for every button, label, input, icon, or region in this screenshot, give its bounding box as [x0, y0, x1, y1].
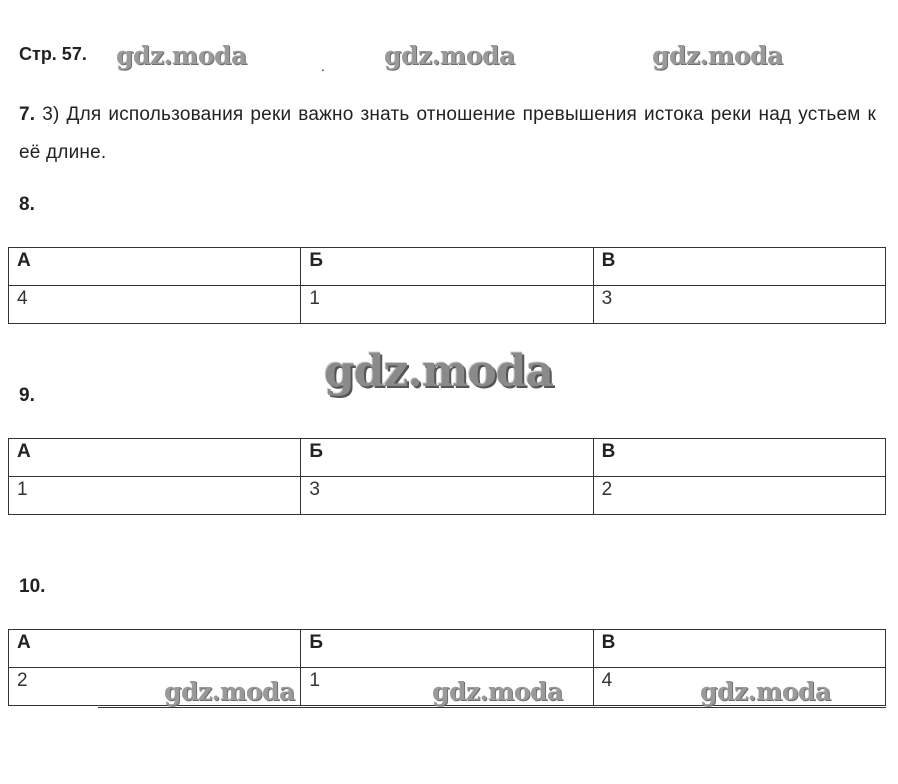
page-label: Стр. 57.	[19, 44, 87, 64]
header-cell-b: Б	[301, 439, 593, 477]
watermark: gdz.moda	[432, 677, 563, 706]
table-value-row	[9, 286, 886, 324]
task-7-text: 3) Для использования реки важно знать отношение превышения истока реки над устьем к её длине.	[19, 104, 876, 163]
header-cell-v: В	[593, 248, 885, 286]
header-cell-a: А	[9, 630, 301, 668]
table-value-row	[9, 477, 886, 515]
value-cell-v: 3	[593, 286, 885, 324]
value-cell-a: 4	[9, 286, 301, 324]
table-bottom-border	[98, 707, 886, 708]
stray-mark: .	[321, 58, 325, 74]
value-cell-a: 2	[9, 668, 301, 706]
table-header-row	[9, 248, 886, 286]
value-cell-v: 4	[593, 668, 885, 706]
task-9-table	[8, 438, 886, 515]
value-cell-v: 2	[593, 477, 885, 515]
task-10-label: 10.	[19, 576, 46, 597]
value-cell-b: 1	[301, 668, 593, 706]
task-7-paragraph	[19, 96, 876, 172]
task-9-label: 9.	[19, 385, 35, 406]
table-header-row	[9, 630, 886, 668]
header-cell-b: Б	[301, 630, 593, 668]
page-crop-mask	[0, 707, 898, 784]
watermark: gdz.moda	[116, 41, 247, 70]
page-header	[19, 44, 87, 65]
watermark: gdz.moda	[700, 677, 831, 706]
value-cell-b: 3	[301, 477, 593, 515]
header-cell-a: А	[9, 439, 301, 477]
table-header-row	[9, 439, 886, 477]
watermark-large: gdz.moda	[324, 346, 554, 397]
value-cell-b: 1	[301, 286, 593, 324]
task-8-table	[8, 247, 886, 324]
task-8-label: 8.	[19, 194, 35, 215]
value-cell-a: 1	[9, 477, 301, 515]
header-cell-a: А	[9, 248, 301, 286]
header-cell-v: В	[593, 439, 885, 477]
watermark: gdz.moda	[164, 677, 295, 706]
watermark: gdz.moda	[384, 41, 515, 70]
task-7-number: 7.	[19, 104, 36, 125]
header-cell-b: Б	[301, 248, 593, 286]
watermark: gdz.moda	[652, 41, 783, 70]
header-cell-v: В	[593, 630, 885, 668]
